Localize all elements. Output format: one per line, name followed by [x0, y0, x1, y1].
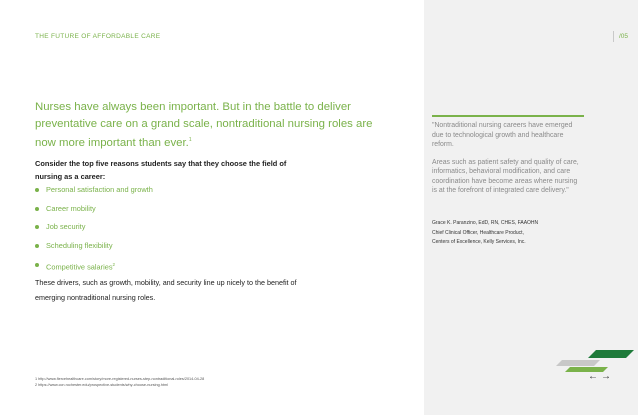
- quote-divider: [432, 115, 584, 117]
- reason-label: Personal satisfaction and growth: [46, 185, 153, 194]
- reasons-lead-line-1: Consider the top five reasons students say that they choose the field of: [35, 159, 287, 168]
- attribution-name: Grace K. Paranzino, EdD, RN, CHES, FAAOHN: [432, 220, 539, 226]
- page-navigation: [588, 371, 614, 382]
- drivers-line-2: emerging nontraditional nursing roles.: [35, 293, 156, 302]
- reason-label: Career mobility: [46, 203, 96, 213]
- reason-label: Scheduling flexibility: [46, 241, 113, 251]
- attribution-org: Centers of Excellence, Kelly Services, Inc.: [432, 239, 526, 245]
- page-number: /05: [618, 33, 628, 40]
- list-item: [35, 222, 153, 241]
- intro-footnote-ref: 1: [188, 137, 192, 143]
- previous-page-arrow-icon[interactable]: ←: [588, 371, 601, 382]
- drivers-line-1: These drivers, such as growth, mobility, and security line up nicely to the benefit of: [35, 278, 297, 287]
- reasons-lead-line-2: nursing as a career:: [35, 172, 106, 181]
- next-page-arrow-icon[interactable]: →: [601, 371, 614, 382]
- reason-footnote-ref: 2: [112, 261, 116, 267]
- quote-paragraph-2: Areas such as patient safety and quality of care, informatics, behavioral modification, and care coordination have become areas where nursing is at the forefront of integrated care delivery.": [432, 158, 579, 194]
- bullet-icon: [35, 207, 39, 211]
- list-item: [35, 241, 153, 260]
- footnote-2[interactable]: 2 https://www.ccn.rochester.edu/prospective-students/why-choose-nursing.html: [35, 383, 168, 387]
- list-item: [35, 204, 153, 223]
- list-item: [35, 185, 153, 204]
- bullet-icon: [35, 263, 39, 267]
- document-header-title: THE FUTURE OF AFFORDABLE CARE: [35, 33, 161, 40]
- logo-bar-mid: [556, 360, 600, 366]
- brand-logo-icon: [556, 350, 634, 372]
- quote-attribution: [432, 219, 592, 248]
- footnotes: [35, 376, 335, 388]
- pull-quote: [432, 121, 582, 204]
- attribution-title: Chief Clinical Officer, Healthcare Product,: [432, 229, 524, 236]
- reasons-list: [35, 185, 153, 278]
- bullet-icon: [35, 188, 39, 192]
- footnote-1[interactable]: 1 http://www.fiercehealthcare.com/story/more-registered-nurses-step-nontraditional-roles/2014-04-28: [35, 377, 205, 381]
- drivers-paragraph: [35, 275, 355, 305]
- bullet-icon: [35, 244, 39, 248]
- logo-bar-top: [588, 350, 634, 358]
- reason-label: Competitive salaries: [46, 262, 113, 272]
- intro-text: Nurses have always been important. But in the battle to deliver preventative care on a grand scale, nontraditional nursing roles are now more important than ever.: [35, 101, 373, 149]
- reasons-lead: [35, 157, 335, 183]
- reason-label: Job security: [46, 222, 86, 232]
- intro-paragraph: [35, 99, 375, 151]
- bullet-icon: [35, 225, 39, 229]
- quote-paragraph-1: "Nontraditional nursing careers have emerged due to technological growth and healthcare reform.: [432, 122, 573, 148]
